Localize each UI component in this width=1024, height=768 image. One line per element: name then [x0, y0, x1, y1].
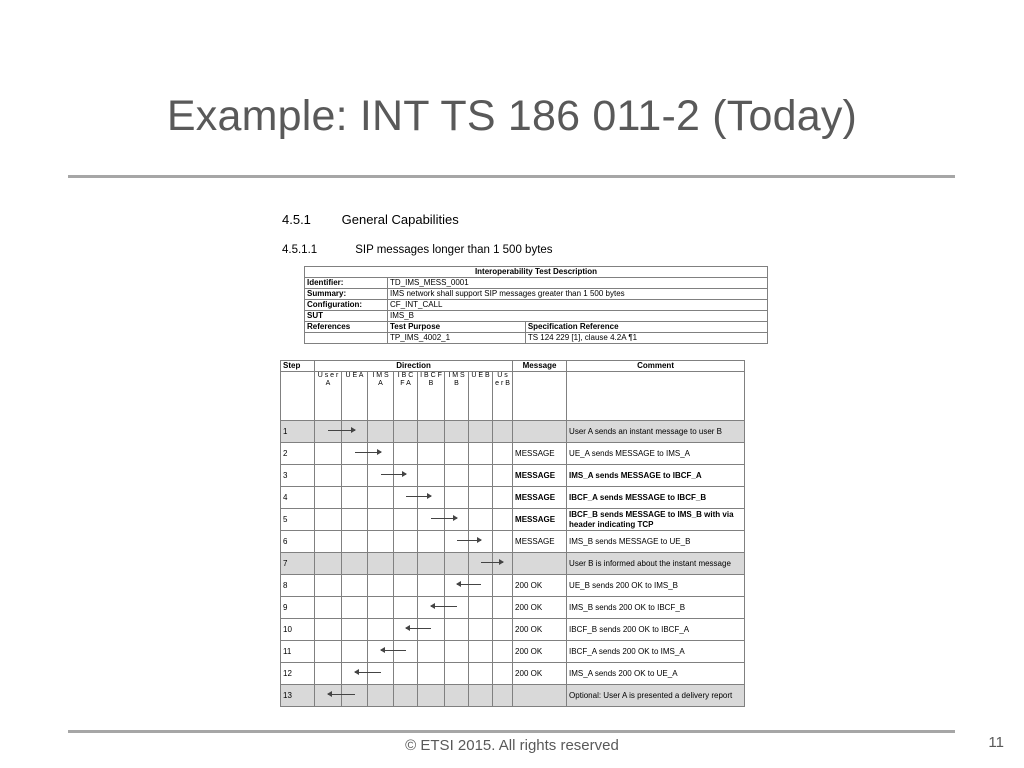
col-comment: Comment	[567, 361, 745, 372]
step-number: 3	[281, 465, 315, 487]
lifeline-cell	[315, 597, 342, 619]
step-number: 6	[281, 531, 315, 553]
lifeline-cell	[368, 421, 394, 443]
step-number: 1	[281, 421, 315, 443]
node-ue-b: U E B	[469, 372, 493, 421]
lifeline-cell	[342, 465, 368, 487]
references-label: References	[305, 322, 388, 333]
page-number: 11	[988, 734, 1004, 751]
step-comment: IBCF_A sends 200 OK to IMS_A	[567, 641, 745, 663]
step-message: MESSAGE	[513, 509, 567, 531]
step-row	[281, 575, 745, 597]
lifeline-cell	[445, 487, 469, 509]
lifeline-cell	[418, 619, 445, 641]
message-arrow	[381, 474, 406, 475]
node-ibcf-a: I B C F A	[394, 372, 418, 421]
step-message	[513, 553, 567, 575]
test-description-table	[304, 266, 768, 344]
step-message	[513, 421, 567, 443]
message-arrow	[355, 452, 381, 453]
message-arrow	[481, 562, 503, 563]
lifeline-cell	[418, 663, 445, 685]
step-comment: IMS_B sends 200 OK to IBCF_B	[567, 597, 745, 619]
document-excerpt	[280, 200, 750, 700]
node-user-a: U s e r A	[315, 372, 342, 421]
step-number: 10	[281, 619, 315, 641]
lifeline-cell	[418, 465, 445, 487]
step-message: 200 OK	[513, 619, 567, 641]
spec-ref-value: TS 124 229 [1], clause 4.2A ¶1	[525, 333, 767, 344]
slide-title: Example: INT TS 186 011-2 (Today)	[166, 92, 858, 140]
lifeline-cell	[342, 487, 368, 509]
node-ims-a: I M S A	[368, 372, 394, 421]
test-steps-table	[280, 360, 745, 707]
step-row	[281, 465, 745, 487]
col-direction: Direction	[315, 361, 513, 372]
step-comment: IBCF_B sends 200 OK to IBCF_A	[567, 619, 745, 641]
step-comment: IMS_A sends MESSAGE to IBCF_A	[567, 465, 745, 487]
node-spacer	[281, 372, 315, 421]
node-ims-b: I M S B	[445, 372, 469, 421]
lifeline-cell	[445, 553, 469, 575]
lifeline-cell	[469, 465, 493, 487]
lifeline-cell	[493, 465, 513, 487]
lifeline-cell	[493, 575, 513, 597]
step-number: 2	[281, 443, 315, 465]
lifeline-cell	[342, 685, 368, 707]
lifeline-cell	[394, 685, 418, 707]
message-arrow	[406, 496, 432, 497]
message-arrow	[431, 518, 457, 519]
node-spacer	[567, 372, 745, 421]
step-row	[281, 663, 745, 685]
test-purpose-value: TP_IMS_4002_1	[388, 333, 526, 344]
message-arrow	[457, 584, 481, 585]
lifeline-cell	[493, 531, 513, 553]
lifeline-cell	[394, 597, 418, 619]
lifeline-cell	[445, 597, 469, 619]
section-title: General Capabilities	[341, 212, 459, 227]
step-row	[281, 597, 745, 619]
step-row	[281, 641, 745, 663]
step-number: 11	[281, 641, 315, 663]
step-row	[281, 553, 745, 575]
step-number: 7	[281, 553, 315, 575]
lifeline-cell	[445, 619, 469, 641]
lifeline-cell	[418, 443, 445, 465]
step-message: MESSAGE	[513, 487, 567, 509]
sut-label: SUT	[305, 311, 388, 322]
node-spacer	[513, 372, 567, 421]
configuration-label: Configuration:	[305, 300, 388, 311]
identifier-label: Identifier:	[305, 278, 388, 289]
lifeline-cell	[342, 575, 368, 597]
lifeline-cell	[469, 443, 493, 465]
lifeline-cell	[469, 509, 493, 531]
message-arrow	[457, 540, 481, 541]
message-arrow	[328, 430, 355, 431]
lifeline-cell	[418, 531, 445, 553]
lifeline-cell	[315, 487, 342, 509]
lifeline-cell	[418, 509, 445, 531]
lifeline-cell	[315, 509, 342, 531]
step-message: 200 OK	[513, 663, 567, 685]
step-message	[513, 685, 567, 707]
lifeline-cell	[418, 575, 445, 597]
lifeline-cell	[469, 421, 493, 443]
configuration-value: CF_INT_CALL	[388, 300, 768, 311]
lifeline-cell	[493, 443, 513, 465]
lifeline-cell	[445, 685, 469, 707]
lifeline-cell	[342, 597, 368, 619]
lifeline-cell	[394, 575, 418, 597]
lifeline-cell	[315, 421, 342, 443]
lifeline-cell	[469, 575, 493, 597]
references-empty	[305, 333, 388, 344]
title-divider	[68, 175, 955, 178]
lifeline-cell	[394, 509, 418, 531]
step-row	[281, 509, 745, 531]
lifeline-cell	[418, 641, 445, 663]
lifeline-cell	[493, 487, 513, 509]
lifeline-cell	[445, 531, 469, 553]
lifeline-cell	[493, 509, 513, 531]
lifeline-cell	[315, 641, 342, 663]
step-row	[281, 487, 745, 509]
message-arrow	[406, 628, 432, 629]
message-arrow	[431, 606, 457, 607]
step-comment: User A sends an instant message to user B	[567, 421, 745, 443]
lifeline-cell	[445, 663, 469, 685]
lifeline-cell	[342, 531, 368, 553]
step-message: MESSAGE	[513, 465, 567, 487]
step-number: 9	[281, 597, 315, 619]
col-message: Message	[513, 361, 567, 372]
lifeline-cell	[394, 663, 418, 685]
step-row	[281, 443, 745, 465]
lifeline-cell	[368, 685, 394, 707]
lifeline-cell	[315, 531, 342, 553]
message-arrow	[355, 672, 381, 673]
lifeline-cell	[368, 487, 394, 509]
step-comment: Optional: User A is presented a delivery report	[567, 685, 745, 707]
lifeline-cell	[445, 465, 469, 487]
step-number: 8	[281, 575, 315, 597]
footer-divider	[68, 730, 955, 733]
sut-value: IMS_B	[388, 311, 768, 322]
lifeline-cell	[445, 443, 469, 465]
lifeline-cell	[315, 553, 342, 575]
step-row	[281, 685, 745, 707]
lifeline-cell	[394, 553, 418, 575]
step-message: MESSAGE	[513, 531, 567, 553]
lifeline-cell	[493, 663, 513, 685]
lifeline-cell	[418, 553, 445, 575]
identifier-value: TD_IMS_MESS_0001	[388, 278, 768, 289]
section-number: 4.5.1	[282, 212, 311, 227]
lifeline-cell	[342, 553, 368, 575]
lifeline-cell	[368, 531, 394, 553]
lifeline-cell	[342, 509, 368, 531]
lifeline-cell	[493, 685, 513, 707]
node-ue-a: U E A	[342, 372, 368, 421]
lifeline-cell	[418, 685, 445, 707]
lifeline-cell	[368, 597, 394, 619]
lifeline-cell	[469, 641, 493, 663]
lifeline-cell	[368, 663, 394, 685]
lifeline-cell	[368, 575, 394, 597]
lifeline-cell	[469, 487, 493, 509]
step-row	[281, 619, 745, 641]
copyright-footer: © ETSI 2015. All rights reserved	[405, 737, 619, 754]
lifeline-cell	[469, 553, 493, 575]
step-comment: IBCF_B sends MESSAGE to IMS_B with via header indicating TCP	[567, 509, 745, 531]
lifeline-cell	[394, 487, 418, 509]
lifeline-cell	[368, 465, 394, 487]
lifeline-cell	[469, 619, 493, 641]
lifeline-cell	[394, 641, 418, 663]
lifeline-cell	[394, 421, 418, 443]
lifeline-cell	[493, 421, 513, 443]
test-purpose-label: Test Purpose	[388, 322, 526, 333]
lifeline-cell	[368, 553, 394, 575]
col-step: Step	[281, 361, 315, 372]
step-comment: UE_B sends 200 OK to IMS_B	[567, 575, 745, 597]
section-heading	[282, 212, 459, 227]
spec-ref-label: Specification Reference	[525, 322, 767, 333]
lifeline-cell	[493, 597, 513, 619]
lifeline-cell	[394, 531, 418, 553]
lifeline-cell	[315, 619, 342, 641]
lifeline-cell	[445, 641, 469, 663]
subsection-title: SIP messages longer than 1 500 bytes	[355, 244, 553, 256]
step-number: 13	[281, 685, 315, 707]
lifeline-cell	[493, 641, 513, 663]
step-comment: IMS_A sends 200 OK to UE_A	[567, 663, 745, 685]
lifeline-cell	[315, 443, 342, 465]
lifeline-cell	[315, 575, 342, 597]
lifeline-cell	[342, 443, 368, 465]
step-comment: IBCF_A sends MESSAGE to IBCF_B	[567, 487, 745, 509]
lifeline-cell	[418, 421, 445, 443]
step-message: MESSAGE	[513, 443, 567, 465]
subsection-number: 4.5.1.1	[282, 244, 318, 256]
lifeline-cell	[394, 443, 418, 465]
lifeline-cell	[469, 685, 493, 707]
step-message: 200 OK	[513, 575, 567, 597]
summary-value: IMS network shall support SIP messages greater than 1 500 bytes	[388, 289, 768, 300]
lifeline-cell	[342, 641, 368, 663]
lifeline-cell	[368, 619, 394, 641]
step-row	[281, 531, 745, 553]
lifeline-cell	[469, 597, 493, 619]
step-message: 200 OK	[513, 597, 567, 619]
lifeline-cell	[445, 421, 469, 443]
lifeline-cell	[342, 619, 368, 641]
subsection-heading	[282, 244, 553, 256]
step-number: 5	[281, 509, 315, 531]
lifeline-cell	[315, 465, 342, 487]
step-number: 12	[281, 663, 315, 685]
lifeline-cell	[315, 663, 342, 685]
lifeline-cell	[368, 509, 394, 531]
node-ibcf-b: I B C F B	[418, 372, 445, 421]
step-comment: IMS_B sends MESSAGE to UE_B	[567, 531, 745, 553]
message-arrow	[381, 650, 406, 651]
message-arrow	[328, 694, 355, 695]
lifeline-cell	[469, 663, 493, 685]
lifeline-cell	[493, 619, 513, 641]
step-comment: User B is informed about the instant message	[567, 553, 745, 575]
step-message: 200 OK	[513, 641, 567, 663]
step-number: 4	[281, 487, 315, 509]
summary-label: Summary:	[305, 289, 388, 300]
step-comment: UE_A sends MESSAGE to IMS_A	[567, 443, 745, 465]
itd-header: Interoperability Test Description	[305, 267, 768, 278]
node-user-b: U s e r B	[493, 372, 513, 421]
